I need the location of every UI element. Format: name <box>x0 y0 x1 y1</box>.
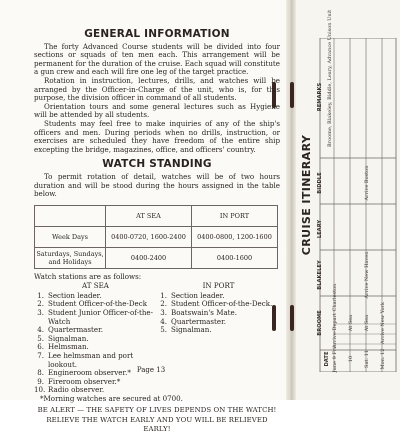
itinerary-title: CRUISE ITINERARY <box>300 134 313 256</box>
column-date-header: DATE <box>324 351 330 367</box>
list-item: 3. Student Junior Officer-of-the-Watch <box>37 308 153 326</box>
table-cell: 0400-1600 <box>192 247 278 268</box>
row-broome: At Sea <box>364 314 370 332</box>
remarks-note: Broome, Blakeley, Biddle, Leary, Advance Unison Unit <box>327 9 333 147</box>
table-row <box>35 226 278 247</box>
at-sea-column <box>34 282 157 395</box>
general-paragraph: Orientation tours and some general lectures such as Hygiene will be attended by all students. <box>34 101 280 120</box>
list-item: 2. Student Officer-of-the-Deck <box>37 299 147 309</box>
table-header-row <box>35 205 278 226</box>
watch-note: *Morning watches are secured at 0700. <box>40 394 183 403</box>
row-date: June 9 Fri. <box>332 345 338 373</box>
watch-intro: To permit rotation of detail, watches will be of two hours duration and will be stood during the hours assigned in the table below. <box>34 171 280 199</box>
general-paragraph: The forty Advanced Course students will be divided into four sections or squads of ten men each. This arrangement will be permanent for the duration of the cruise. Each squad will constitute a gun crew and each will fire one leg of the target practice. <box>34 41 280 77</box>
table-header-cell: AT SEA <box>106 205 192 226</box>
row-broome: Arrive New York <box>380 302 386 344</box>
list-item: 4. Quartermaster. <box>160 316 226 326</box>
row-broome: Arrive-Depart Charleston <box>332 283 338 348</box>
list-item: 7. Lee helmsman and port lookout. <box>37 351 134 369</box>
column-leary-header: LEARY <box>317 219 323 239</box>
row-biddle: Arrive Boston <box>364 165 370 201</box>
in-port-heading: IN PORT <box>202 281 235 291</box>
general-paragraph: Students may feel free to make inquiries of any of the ship's officers and men. During periods when no drills, instruction, or exercises are scheduled they have freedom of the entire ship excepting the bridge, magazines, office, and officers' country. <box>34 118 280 154</box>
cruise-itinerary <box>300 9 398 373</box>
general-information-heading: GENERAL INFORMATION <box>84 28 230 40</box>
list-item: 9. Fireroom observer.* <box>37 376 121 386</box>
table-cell: Saturdays, Sundays, and Holidays <box>35 247 106 268</box>
list-item: 5. Signalman. <box>37 333 89 343</box>
list-item: 2. Student Officer-of-the-Deck. <box>160 299 273 309</box>
general-paragraph: Rotation in instruction, lectures, drills, and watches will be arranged by the Officer-in-Charge of the unit, who is, for this purpose, the division officer in command of all students. <box>34 75 280 103</box>
relieve-warning: RELIEVE THE WATCH EARLY AND YOU WILL BE RELIEVED EARLY! <box>46 416 268 433</box>
column-remarks-header: REMARKS <box>317 82 323 112</box>
column-biddle-header: BIDDLE <box>317 172 323 194</box>
book-gutter <box>286 0 296 400</box>
list-item: 3. Boatswain's Mate. <box>160 308 237 318</box>
list-item: 6. Helmsman. <box>37 342 89 352</box>
row-broome: At Sea <box>348 314 354 332</box>
table-header-cell <box>35 205 106 226</box>
watch-stations <box>34 282 280 395</box>
page-number: Page 13 <box>136 366 166 374</box>
binder-hole <box>290 305 294 331</box>
at-sea-heading: AT SEA <box>82 281 109 291</box>
watch-stations-title: Watch stations are as follows: <box>34 271 142 281</box>
row-date: Sat. 11 <box>364 350 370 368</box>
table-cell: 0400-0800, 1200-1600 <box>192 226 278 247</box>
watch-hours-table <box>34 205 278 269</box>
table-header-cell: IN PORT <box>192 205 278 226</box>
in-port-column <box>157 282 280 395</box>
list-item: 8. Engineroom observer.* <box>37 368 131 378</box>
list-item: 1. Section leader. <box>160 290 225 300</box>
table-cell: 0400-0720, 1600-2400 <box>106 226 192 247</box>
list-item: 5. Signalman. <box>160 325 212 335</box>
column-broome-header: BROOME <box>317 310 323 336</box>
binder-hole <box>290 82 294 108</box>
row-date: 10 <box>348 355 354 363</box>
table-cell: Week Days <box>35 226 106 247</box>
table-cell: 0400-2400 <box>106 247 192 268</box>
watch-standing-heading: WATCH STANDING <box>102 158 212 171</box>
list-item: 1. Section leader. <box>37 290 102 300</box>
column-blakeley-header: BLAKELEY <box>317 260 323 290</box>
row-blakeley: Arrive New Haven <box>364 251 370 299</box>
list-item: 10. Radio observer. <box>34 385 105 395</box>
row-date: Mon. 12 <box>380 348 386 370</box>
table-row <box>35 247 278 268</box>
safety-warning: BE ALERT — THE SAFETY OF LIVES DEPENDS ON THE WATCH! <box>37 405 277 414</box>
list-item: 4. Quartermaster. <box>37 325 103 335</box>
